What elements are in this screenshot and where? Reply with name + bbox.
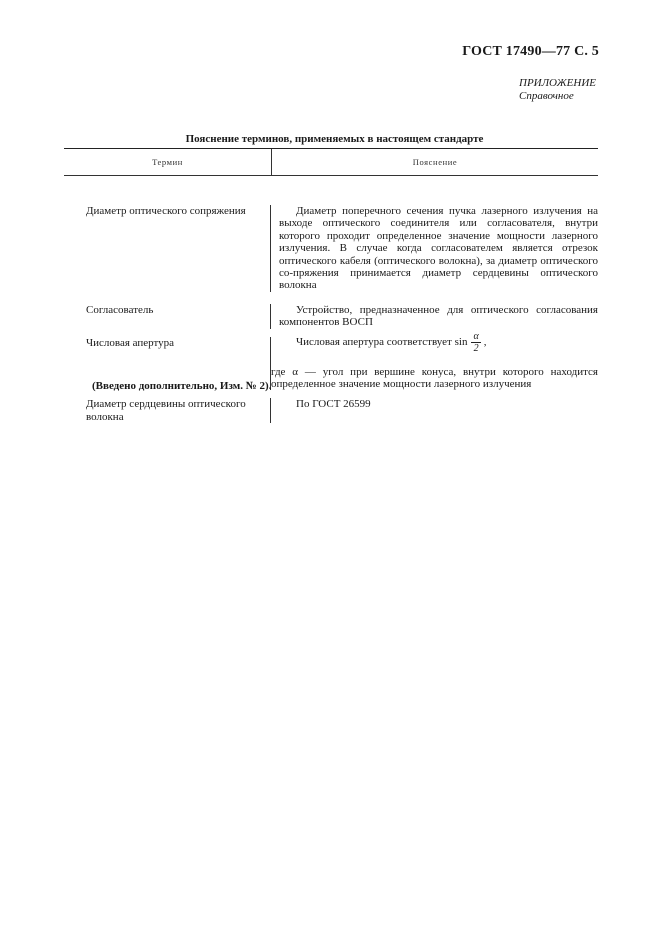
explanation-text: где α — угол при вершине конуса, внутри которого находится определенное значение мощности лазерного излучения (271, 365, 598, 391)
formula-text: Числовая апертура соответствует sin (296, 336, 468, 349)
alpha-over-two-fraction (471, 331, 480, 354)
table-row (64, 292, 598, 329)
explanation-text: По ГОСТ 26599 (296, 398, 371, 411)
fraction-numerator: α (473, 331, 479, 343)
explanation-cell (271, 398, 598, 423)
appendix-label (519, 77, 596, 103)
column-header-explanation: Пояснение (412, 157, 458, 167)
explanation-cell (271, 205, 598, 292)
column-header-term: Термин (64, 149, 272, 175)
explanation-cell (271, 331, 598, 391)
term-cell: Диаметр оптического сопряжения (64, 205, 271, 292)
term-cell: Диаметр сердцевины оптического волокна (64, 398, 271, 423)
table-title: Пояснение терминов, применяемых в настоящем стандарте (185, 133, 484, 145)
appendix-title: ПРИЛОЖЕНИЕ (519, 77, 596, 89)
table-header-row (64, 149, 598, 175)
explanation-text: Устройство, предназначенное для оптического согласования компонентов ВОСП (279, 303, 598, 329)
fraction-denominator: 2 (473, 343, 479, 355)
explanation-cell (271, 304, 598, 329)
formula-tail: , (483, 336, 487, 349)
appendix-subtitle: Справочное (519, 90, 574, 102)
page-header: ГОСТ 17490—77 С. 5 (462, 44, 599, 59)
table-row (64, 176, 598, 292)
amendment-note: (Введено дополнительно, Изм. № 2). (92, 380, 272, 392)
formula-line (279, 328, 598, 358)
term-cell: Согласователь (64, 304, 271, 329)
table-row (64, 390, 598, 423)
term-cell: Числовая апертура (64, 337, 271, 391)
explanation-text: Диаметр поперечного сечения пучка лазерного излучения на выходе оптического соединителя или согласователя, внутри которого проходит определенное значение мощности лазерного излучения. В случае когда согласователем является отрезок оптического кабеля (оптического волокна), за диаметр оптического со-пряжения принимается диаметр сердцевины оптического волокна (279, 205, 598, 292)
